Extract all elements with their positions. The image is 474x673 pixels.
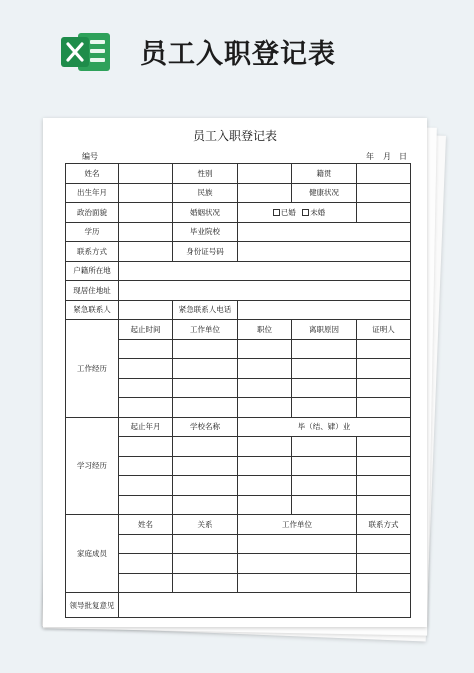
marital-status-options [238, 203, 357, 223]
table-cell[interactable] [357, 476, 411, 496]
date-day-label: 日 [399, 152, 407, 161]
emergency-phone-field[interactable] [238, 300, 411, 320]
education-field[interactable] [119, 222, 173, 242]
family-header-contact: 联系方式 [357, 515, 411, 535]
study-header-school: 学校名称 [173, 417, 238, 437]
work-history-label: 工作经历 [66, 320, 119, 418]
table-cell[interactable] [357, 378, 411, 398]
table-cell[interactable] [292, 456, 357, 476]
family-label: 家庭成员 [66, 515, 119, 593]
household-address-field[interactable] [119, 261, 411, 281]
table-cell[interactable] [238, 573, 357, 593]
table-cell[interactable] [357, 456, 411, 476]
ethnicity-label: 民族 [173, 183, 238, 203]
table-cell[interactable] [173, 534, 238, 554]
table-cell[interactable] [119, 534, 173, 554]
household-address-label: 户籍所在地 [66, 261, 119, 281]
table-cell[interactable] [238, 495, 292, 515]
excel-icon [60, 32, 112, 72]
table-cell[interactable] [119, 476, 173, 496]
table-cell[interactable] [119, 398, 173, 418]
table-cell[interactable] [173, 339, 238, 359]
family-header-relation: 关系 [173, 515, 238, 535]
married-checkbox[interactable] [273, 209, 280, 216]
table-cell[interactable] [292, 476, 357, 496]
table-cell[interactable] [173, 495, 238, 515]
table-cell[interactable] [292, 398, 357, 418]
health-field[interactable] [357, 183, 411, 203]
native-place-label: 籍贯 [292, 164, 357, 184]
table-cell[interactable] [238, 456, 292, 476]
work-header-employer: 工作单位 [173, 320, 238, 340]
current-address-field[interactable] [119, 281, 411, 301]
table-row [66, 183, 411, 203]
table-cell[interactable] [357, 437, 411, 457]
table-cell[interactable] [238, 476, 292, 496]
emergency-phone-label: 紧急联系人电话 [173, 300, 238, 320]
form-sheet [43, 118, 427, 627]
native-place-field[interactable] [357, 164, 411, 184]
registration-table [65, 163, 411, 618]
ethnicity-field[interactable] [238, 183, 292, 203]
table-row [66, 261, 411, 281]
table-row [66, 203, 411, 223]
table-cell[interactable] [119, 495, 173, 515]
date-year-label: 年 [366, 152, 374, 161]
table-row [66, 281, 411, 301]
education-label: 学历 [66, 222, 119, 242]
study-header-graduation: 毕（结、肄）业 [238, 417, 411, 437]
school-label: 毕业院校 [173, 222, 238, 242]
id-number-label: 身份证号码 [173, 242, 238, 262]
table-cell[interactable] [357, 534, 411, 554]
study-header-period: 起止年月 [119, 417, 173, 437]
table-cell[interactable] [357, 554, 411, 574]
id-number-field[interactable] [238, 242, 411, 262]
political-status-field[interactable] [119, 203, 173, 223]
emergency-contact-field[interactable] [119, 300, 173, 320]
table-cell[interactable] [292, 359, 357, 379]
table-row [66, 593, 411, 618]
table-cell[interactable] [292, 495, 357, 515]
page-header [0, 0, 474, 100]
table-row [66, 164, 411, 184]
table-cell[interactable] [119, 456, 173, 476]
work-header-reference: 证明人 [357, 320, 411, 340]
table-row [66, 320, 411, 340]
current-address-label: 现居住地址 [66, 281, 119, 301]
table-cell[interactable] [357, 359, 411, 379]
table-cell[interactable] [357, 339, 411, 359]
work-header-period: 起止时间 [119, 320, 173, 340]
table-row [66, 515, 411, 535]
table-cell[interactable] [173, 359, 238, 379]
table-cell[interactable] [292, 378, 357, 398]
table-cell[interactable] [238, 534, 357, 554]
table-cell[interactable] [119, 378, 173, 398]
birth-date-field[interactable] [119, 183, 173, 203]
table-cell[interactable] [119, 339, 173, 359]
marital-status-label: 婚姻状况 [173, 203, 238, 223]
study-history-label: 学习经历 [66, 417, 119, 515]
date-month-label: 月 [383, 152, 391, 161]
health-label: 健康状况 [292, 183, 357, 203]
table-cell[interactable] [173, 456, 238, 476]
married-label: 已婚 [280, 207, 296, 217]
table-cell[interactable] [119, 359, 173, 379]
number-label: 编号 [82, 152, 98, 161]
table-cell[interactable] [238, 359, 292, 379]
table-cell[interactable] [292, 437, 357, 457]
table-cell[interactable] [238, 554, 357, 574]
political-status-label: 政治面貌 [66, 203, 119, 223]
table-cell[interactable] [173, 398, 238, 418]
contact-label: 联系方式 [66, 242, 119, 262]
table-row [66, 242, 411, 262]
leader-opinion-label: 领导批复意见 [66, 593, 119, 618]
table-cell[interactable] [238, 378, 292, 398]
table-cell[interactable] [119, 437, 173, 457]
leader-opinion-field[interactable] [119, 593, 411, 618]
table-row [66, 417, 411, 437]
emergency-contact-label: 紧急联系人 [66, 300, 119, 320]
table-cell[interactable] [173, 573, 238, 593]
table-cell[interactable] [173, 476, 238, 496]
table-cell[interactable] [173, 554, 238, 574]
family-header-employer: 工作单位 [238, 515, 357, 535]
work-header-reason: 离职原因 [292, 320, 357, 340]
table-cell[interactable] [119, 573, 173, 593]
page-title: 员工入职登记表 [140, 39, 336, 70]
birth-date-label: 出生年月 [66, 183, 119, 203]
table-cell[interactable] [238, 339, 292, 359]
table-cell[interactable] [119, 554, 173, 574]
table-cell[interactable] [173, 437, 238, 457]
work-header-position: 职位 [238, 320, 292, 340]
photo-cell[interactable] [357, 203, 411, 223]
name-field[interactable] [119, 164, 173, 184]
table-cell[interactable] [238, 437, 292, 457]
school-field[interactable] [238, 222, 411, 242]
gender-field[interactable] [238, 164, 292, 184]
unmarried-checkbox[interactable] [302, 209, 309, 216]
family-header-name: 姓名 [119, 515, 173, 535]
table-cell[interactable] [238, 398, 292, 418]
table-cell[interactable] [357, 495, 411, 515]
table-row [66, 300, 411, 320]
gender-label: 性别 [173, 164, 238, 184]
table-cell[interactable] [292, 339, 357, 359]
table-cell[interactable] [357, 398, 411, 418]
form-title: 员工入职登记表 [192, 129, 277, 143]
table-cell[interactable] [357, 573, 411, 593]
contact-field[interactable] [119, 242, 173, 262]
table-cell[interactable] [173, 378, 238, 398]
name-label: 姓名 [66, 164, 119, 184]
unmarried-label: 未婚 [310, 207, 326, 217]
table-row [66, 222, 411, 242]
